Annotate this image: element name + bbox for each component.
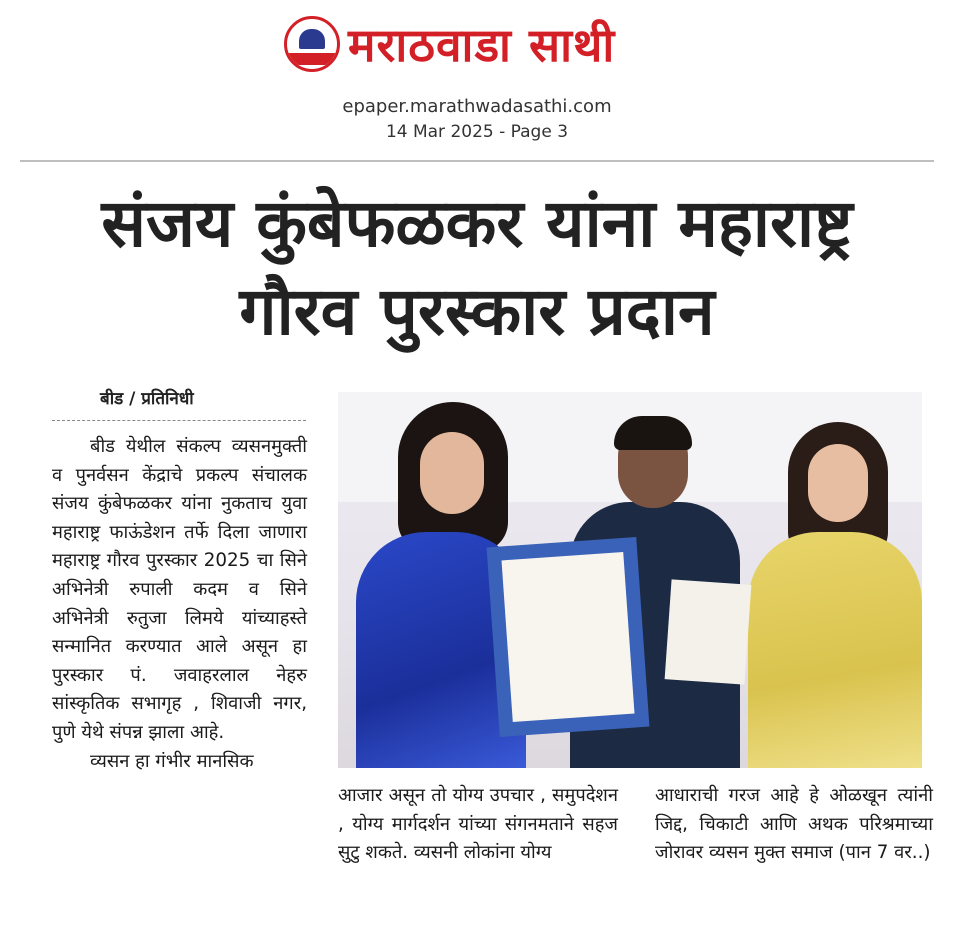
edition-date: 14 Mar 2025 - Page 3 [385, 122, 569, 142]
headline-line-2: गौरव पुरस्कार प्रदान [239, 273, 715, 350]
paragraph-2: व्यसन हा गंभीर मानसिक [90, 750, 254, 772]
paragraph-1: बीड येथील संकल्प व्यसनमुक्ती व पुनर्वसन केंद्राचे प्रकल्प संचालक संजय कुंबेफळकर यांना नुकताच युवा महाराष्ट्र फाऊंडेशन तर्फे दिला जाणारा महाराष्ट्र गौरव पुरस्कार 2025 चा सिने अभिनेत्री रुपाली कदम व सिने अभिनेत्री रुतुजा लिमये यांच्याहस्ते सन्मानित करण्यात आले असून हा पुरस्कार पं. जवाहरलाल नेहरु सांस्कृतिक सभागृह , शिवाजी नगर, पुणे येथे संपन्न झाला आहे. [52, 436, 307, 743]
column-3-text: आधाराची गरज आहे हे ओळखून त्यांनी जिद्द, चिकाटी आणि अथक परिश्रमाच्या जोरावर व्यसन मुक्त समाज (पान 7 वर..) [655, 785, 933, 864]
article-column-1 [52, 433, 307, 776]
brand-name: मराठवाडा साथी [348, 18, 616, 72]
website-url[interactable]: epaper.marathwadasathi.com [342, 96, 612, 117]
article-column-2 [338, 782, 618, 868]
dateline-divider [52, 420, 306, 421]
column-2-text: आजार असून तो योग्य उपचार , समुपदेशन , योग्य मार्गदर्शन यांच्या संगनमताने सहज सुटु शकते. व्यसनी लोकांना योग्य [338, 785, 618, 864]
newspaper-emblem-icon [284, 16, 340, 72]
headline-line-1: संजय कुंबेफळकर यांना महाराष्ट्र [101, 185, 853, 262]
article-headline [0, 180, 954, 356]
masthead [0, 14, 954, 76]
dateline: बीड / प्रतिनिधी [100, 389, 194, 409]
header-divider [20, 160, 934, 162]
article-column-3 [655, 782, 933, 868]
award-photo [338, 392, 922, 768]
